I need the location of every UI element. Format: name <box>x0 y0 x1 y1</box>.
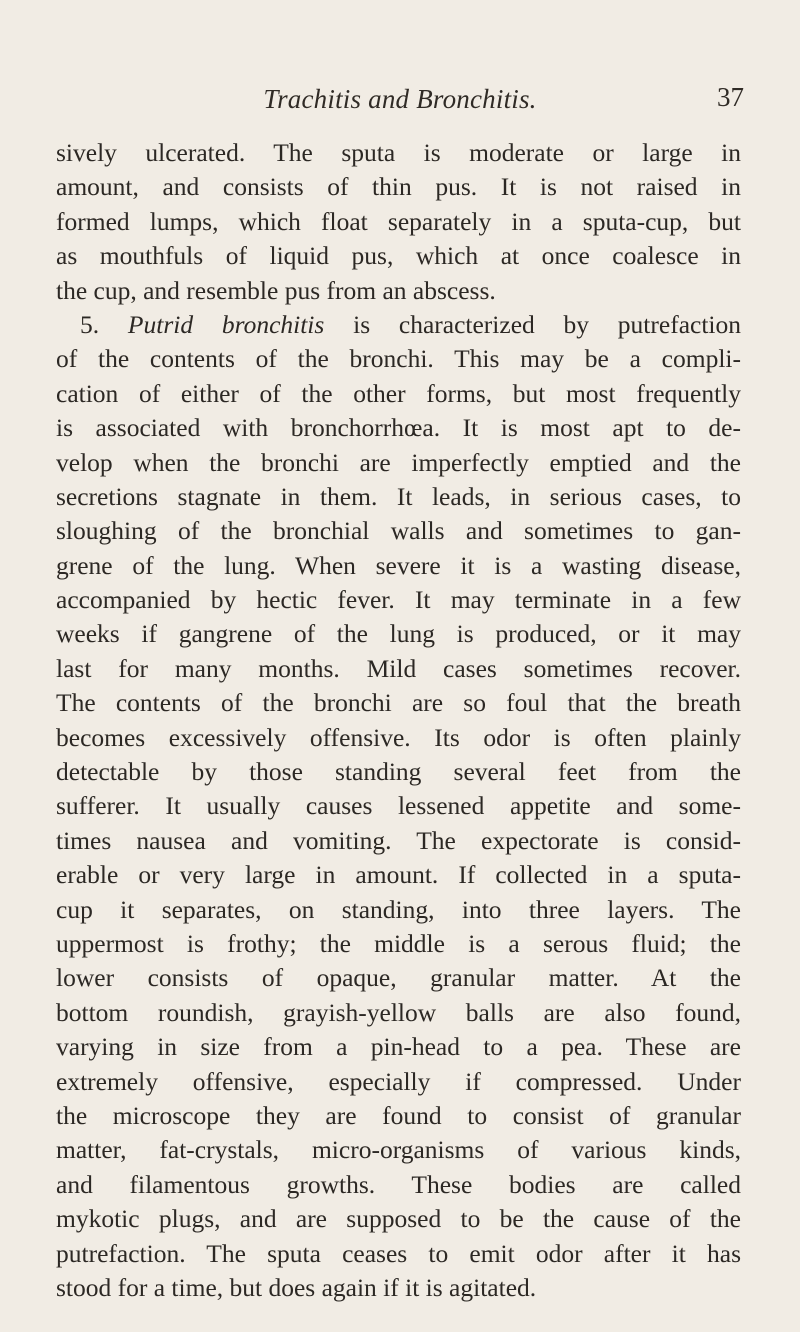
text-line: sloughing of the bronchial walls and sometimes to gan- <box>56 516 741 546</box>
text-line: velop when the bronchi are imperfectly emptied and the <box>56 447 741 477</box>
text-line: amount, and consists of thin pus. It is not raised in <box>56 172 741 202</box>
text-line: secretions stagnate in them. It leads, in serious cases, to <box>56 481 741 511</box>
text-line: extremely offensive, especially if compressed. Under <box>56 1066 741 1096</box>
section-heading: Putrid bronchitis <box>127 309 325 339</box>
text-line: the microscope they are found to consist of granular <box>56 1100 741 1130</box>
text-line: sufferer. It usually causes lessened appetite and some- <box>56 791 741 821</box>
text-line: cup it separates, on standing, into three layers. The <box>56 894 741 924</box>
text-line: putrefaction. The sputa ceases to emit odor after it has <box>56 1238 741 1268</box>
text-line: last for many months. Mild cases sometimes recover. <box>56 653 741 683</box>
text-line: as mouthfuls of liquid pus, which at once coalesce in <box>56 241 741 271</box>
text-line: accompanied by hectic fever. It may terminate in a few <box>56 585 741 615</box>
text-line: becomes excessively offensive. Its odor is often plainly <box>56 722 741 752</box>
first-line-rest: is characterized by putrefaction <box>353 309 742 339</box>
text-line: matter, fat-crystals, micro-organisms of various kinds, <box>56 1135 741 1165</box>
text-line: erable or very large in amount. If collected in a sputa- <box>56 860 741 890</box>
page-number: 37 <box>717 82 744 112</box>
text-line: sively ulcerated. The sputa is moderate or large in <box>56 138 741 167</box>
text-line: stood for a time, but does again if it is agitated. <box>56 1272 537 1302</box>
text-line: uppermost is frothy; the middle is a serous fluid; the <box>56 928 741 958</box>
paragraph-putrid-bronchitis <box>56 308 741 1305</box>
text-line: and filamentous growths. These bodies are called <box>56 1169 741 1199</box>
section-number: 5. <box>80 309 100 339</box>
text-line: detectable by those standing several feet from the <box>56 757 741 787</box>
running-title: Trachitis and Bronchitis. <box>263 84 537 114</box>
text-line: lower consists of opaque, granular matter. At the <box>56 963 741 993</box>
text-line: cation of either of the other forms, but most frequently <box>56 378 741 408</box>
text-line: varying in size from a pin-head to a pea. These are <box>56 1032 741 1062</box>
text-line: of the contents of the bronchi. This may be a compli- <box>56 344 741 374</box>
text-line: formed lumps, which float separately in a sputa-cup, but <box>56 206 741 236</box>
body-text <box>56 136 741 1305</box>
text-line: times nausea and vomiting. The expectorate is consid- <box>56 825 741 855</box>
text-line: The contents of the bronchi are so foul that the breath <box>56 688 741 718</box>
text-line: the cup, and resemble pus from an abscess. <box>56 275 496 305</box>
text-line: bottom roundish, grayish-yellow balls are also found, <box>56 997 741 1027</box>
text-line: is associated with bronchorrhœa. It is most apt to de- <box>56 413 741 443</box>
text-line: mykotic plugs, and are supposed to be the cause of the <box>56 1204 741 1234</box>
text-line: grene of the lung. When severe it is a wasting disease, <box>56 550 741 580</box>
running-head <box>60 82 744 124</box>
paragraph-continued <box>56 136 741 308</box>
text-line-first <box>56 308 741 342</box>
text-line: weeks if gangrene of the lung is produced, or it may <box>56 619 741 649</box>
